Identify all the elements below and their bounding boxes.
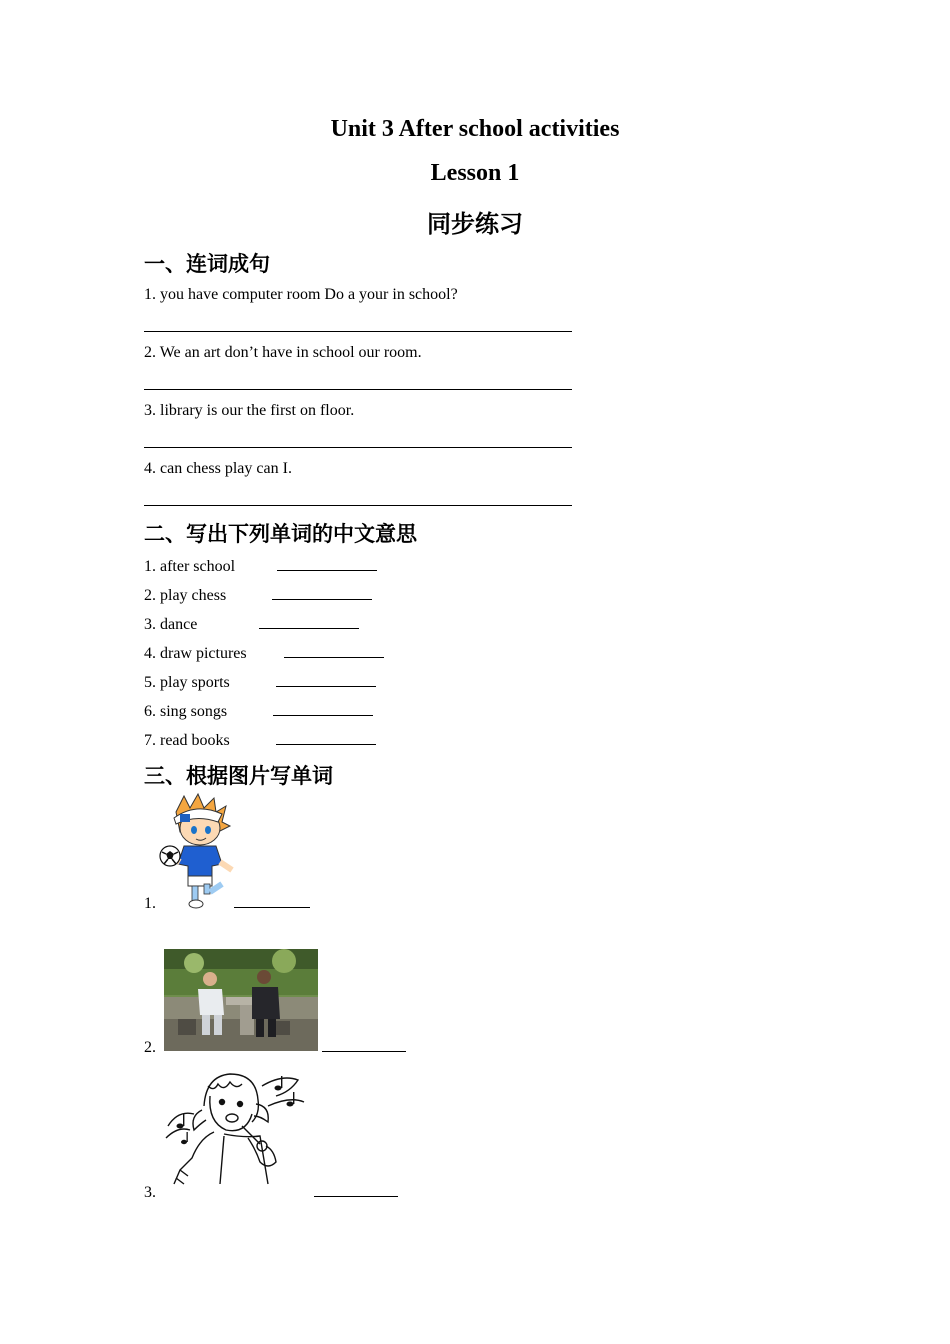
s1-answer-line-3[interactable] <box>144 447 572 448</box>
s2-word: 4. draw pictures <box>144 645 247 662</box>
s3-item-2 <box>144 1037 406 1057</box>
s2-blank[interactable] <box>259 614 359 629</box>
s3-blank[interactable] <box>314 1182 398 1197</box>
section-1-heading: 一、连词成句 <box>144 252 270 276</box>
chess-players-photo <box>164 949 318 1051</box>
singing-girl-icon <box>164 1066 312 1194</box>
s2-word: 1. after school <box>144 558 236 575</box>
s1-answer-line-1[interactable] <box>144 331 572 332</box>
s1-question-4: 4. can chess play can I. <box>144 460 292 477</box>
s3-number: 2. <box>144 1039 156 1056</box>
s3-number: 1. <box>144 895 156 912</box>
s2-item-3 <box>144 614 359 634</box>
s1-question-2: 2. We an art don’t have in school our room. <box>144 344 422 361</box>
s2-item-2 <box>144 585 372 605</box>
s1-question-1: 1. you have computer room Do a your in school? <box>144 286 458 303</box>
s2-item-6 <box>144 701 373 721</box>
lesson-title: Lesson 1 <box>430 160 520 186</box>
s2-word: 5. play sports <box>144 674 230 691</box>
s2-blank[interactable] <box>272 585 372 600</box>
subtitle: 同步练习 <box>427 210 523 238</box>
s2-item-4 <box>144 643 384 663</box>
s2-item-1 <box>144 556 377 576</box>
s2-word: 3. dance <box>144 616 198 633</box>
s2-blank[interactable] <box>273 701 373 716</box>
s2-blank[interactable] <box>284 643 384 658</box>
s3-number: 3. <box>144 1184 156 1201</box>
s2-word: 7. read books <box>144 732 230 749</box>
s2-blank[interactable] <box>277 556 377 571</box>
s1-question-3: 3. library is our the first on floor. <box>144 402 355 419</box>
s2-blank[interactable] <box>276 672 376 687</box>
s2-item-5 <box>144 672 376 692</box>
s2-blank[interactable] <box>276 730 376 745</box>
s3-item-1 <box>144 893 310 913</box>
s2-word: 2. play chess <box>144 587 227 604</box>
s1-answer-line-2[interactable] <box>144 389 572 390</box>
section-3-heading: 三、根据图片写单词 <box>144 764 333 788</box>
s2-item-7 <box>144 730 376 750</box>
s3-blank[interactable] <box>322 1037 406 1052</box>
section-2-heading: 二、写出下列单词的中文意思 <box>144 522 417 546</box>
s3-blank[interactable] <box>234 893 310 908</box>
s3-item-3 <box>144 1182 398 1202</box>
s1-answer-line-4[interactable] <box>144 505 572 506</box>
s2-word: 6. sing songs <box>144 703 228 720</box>
page-title: Unit 3 After school activities <box>330 116 620 142</box>
